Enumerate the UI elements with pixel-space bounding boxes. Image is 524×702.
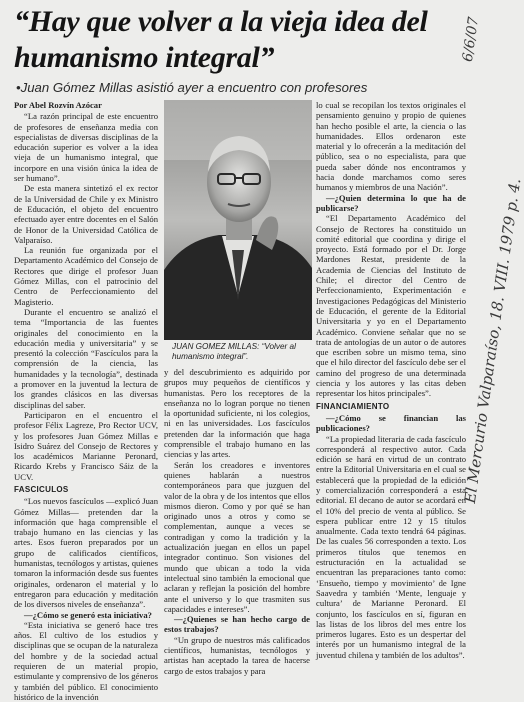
paragraph: “La razón principal de este encuentro de profesores de enseñanza media con especialistas de diversas disciplinas de la educación superior es volver a la idea vieja de un humanismo integral, que incorpore en una visión única la idea de ser humano”. bbox=[14, 111, 158, 184]
paragraph: Participaron en el encuentro el profesor Félix Lagreze, Pro Rector UCV, y los profesores Juan Gómez Millas e Isidro Suárez del Consejo de Rectores y los académicos Marianne Peronard, Ricardo Krebs y Francisco Sáiz de la UCV. bbox=[14, 409, 158, 482]
section-heading-financiamiento: FINANCIAMIENTO bbox=[316, 401, 390, 411]
byline: Por Abel Rozvín Azócar bbox=[14, 100, 102, 110]
paragraph: De esta manera sintetizó el ex rector de la Universidad de Chile y ex Ministro de Educación, el objeto del encuentro efectuado ayer entre docentes en el Salón de Honor de la Universidad Católica de Valparaíso. bbox=[14, 183, 158, 245]
headline: “Hay que volver a la vieja idea del humanismo integral” bbox=[14, 5, 428, 74]
paragraph: “La propiedad literaria de cada fascículo corresponderá al respectivo autor. Cada edición se hará en virtud de un contrato entre la Editorial Universitaria en el cual se establecerá que la propiedad de la edición y comercialización corresponderá a esta editorial. El decano de autor se acordará en el 10% del precio de venta al público. Se espera publicar entre 12 y 15 títulos anualmente. Cada texto tendrá 64 páginas. De las cuales 56 corresponden a texto. Los primeros títulos que tenemos en estructuración en la actualidad se encuentran las preparaciones tanto como: ‘Ensueño, tiempo y movimiento’ de Igne Saavedra y también ‘Mente, lenguaje y cultura’ de Marianne Peronard. El conjunto, los fascículos en sí, figuran en las listas de los libros del mes entre los primeros lugares. Esto es un despertar del interés por un humanismo integral de la juventud chilena y también de los adultos”. bbox=[316, 433, 466, 660]
paragraph: lo cual se recopilan los textos originales el pensamiento genuino y propio de quienes han hecho posible el arte, la ciencia o las humanidades. Ellos ordenaron este material y lo ofrecerán a la meditación del público, sea o no especialista, para que pueda saber dónde nos encontramos y hacia donde marchamos como seres humanos y miembros de una Nación”. bbox=[316, 100, 466, 193]
portrait-photo bbox=[164, 100, 312, 340]
question: —¿Cómo se generó esta iniciativa? bbox=[24, 609, 152, 620]
section-heading-fasciculos: FASCICULOS bbox=[14, 484, 69, 494]
paragraph: “Un grupo de nuestros más calificados científicos, humanistas, tecnólogos y artistas han aceptado la tarea de hacerse cargo de estos trabajos y para bbox=[164, 634, 310, 676]
question: —¿Cómo se financian las publicaciones? bbox=[316, 412, 466, 434]
question: —¿Quien determina lo que ha de publicarse? bbox=[316, 192, 466, 213]
paragraph: y del descubrimiento es adquirido por grupos muy pequeños de científicos y humanistas. Pero los receptores de la enseñanza no lo logran porque no tienen la oportunidad suficiente, ni los colegios, ni en las universidades. Los fascículos pretenden dar la información que haga comprensible el trabajo humano en las ciencias y las artes. bbox=[164, 367, 310, 460]
question: —¿Quienes se han hecho cargo de estos trabajos? bbox=[164, 614, 310, 635]
paragraph: “El Departamento Académico del Consejo de Rectores ha constituido un comité editorial que coordina y dirige el proyecto. Está formado por el Dr. Jorge Mardones Restat, presidente de la Academia de Ciencias del Instituto de Chile; el director del Centro de Perfeccionamiento, Experimentación e Investigaciones Pedagógicas del Ministerio de Educación, el gerente de la Editorial Universitaria y yo en el Departamento Académico. Conviene señalar que no se trata de antologías de un autor o de autores que escriben sobre un mismo tema, sino que el hilo director del fascículo debe ser el camino del progreso de una determinada ciencia y los autores y las citas deben representar los hitos principales”. bbox=[316, 213, 466, 399]
column-1 bbox=[14, 100, 158, 702]
handwritten-source-note: El Mercurio Valparaíso, 18. VIII. 1979 p. 4. bbox=[460, 177, 524, 505]
paragraph: Durante el encuentro se analizó el tema “Importancia de las fuentes originales del conocimiento en la educación media y universitaria” y se presentó la colección “Fascículos para la comprensión de la ciencia, las humanidades y la tecnología”, destinada a promover en la juventud la lectura de los grandes clásicos en las diversas disciplinas del saber. bbox=[14, 306, 158, 410]
paragraph: Serán los creadores e inventores quienes hablarán a nuestros contemporáneos para que juzguen del valor de la obra y de los intentos que ellos mismos dieron. Como y por qué se han originado unos a otros y como se complementan, aunque a veces se contradigan y como la tradición y la actualización juegan en ellos un papel integrador continuo. Son visiones del mundo que ubican a todo la vida intelectual sino también la emocional que aclaran y reflejan la posición del hombre ante el universo y lo que trasmiten sus capacidades e intereses”. bbox=[164, 459, 310, 614]
column-3 bbox=[316, 100, 466, 660]
paragraph: “Esta iniciativa se generó hace tres años. El cultivo de los estudios y disciplinas que se ocupan de la naturaleza del hombre y de la sociedad actual requieren de un material propio, estimulante y comprensivo de los géneros y también del público. El conocimiento histórico de la invención bbox=[14, 619, 158, 702]
handwritten-code: 6/6/07 bbox=[459, 15, 483, 63]
column-2 bbox=[164, 367, 310, 676]
paragraph: La reunión fue organizada por el Departamento Académico del Consejo de Rectores que dirige el profesor Juan Gómez Millas, con el patrocinio del Centro de Perfeccionamiento del Magisterio. bbox=[14, 245, 158, 307]
paragraph: “Los nuevos fascículos —explicó Juan Gómez Millas— pretenden dar la información que haga comprensible el trabajo humano en las ciencias y las artes. Esos fueron preparados por un grupo de calificados científicos, humanistas, tecnólogos y artistas, quienes tomaron la información desde sus fuentes originales, ordenaron el material y lo entregaron para educación y meditación de los diversos niveles de enseñanza”. bbox=[14, 496, 158, 610]
subhead: •Juan Gómez Millas asistió ayer a encuentro con profesores bbox=[16, 80, 368, 95]
photo-caption: JUAN GOMEZ MILLAS: “Volver al humanismo integral”. bbox=[172, 342, 296, 361]
photo-block bbox=[164, 100, 312, 366]
